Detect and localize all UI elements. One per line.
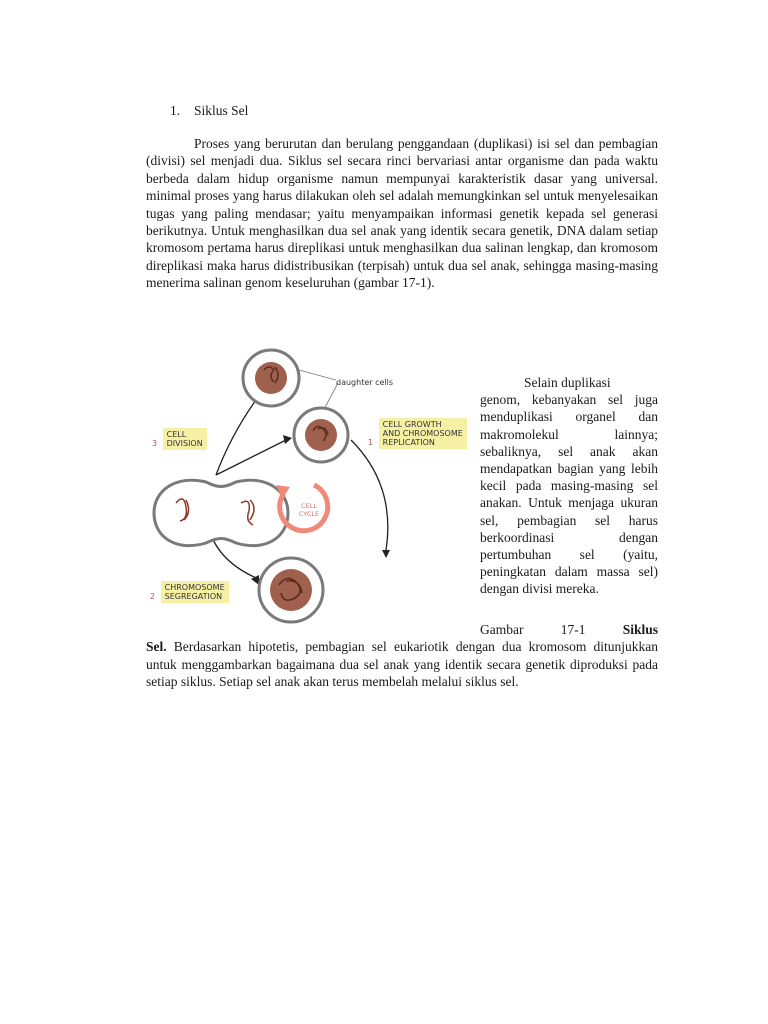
step-3-label: 3 CELL DIVISION <box>152 428 207 450</box>
side-rest: genom, kebanyakan sel juga menduplikasi organel dan makromolekul lainnya; sebaliknya, sel anak akan mendapatkan bagian yang lebih kecil pada masing-masing sel anakan. Untuk menjaga ukuran sel, pembagian sel harus berkoordinasi dengan pertumbuhan sel (yaitu, peningkatan dalam massa sel) dengan divisi mereka. <box>480 392 658 597</box>
cell-cycle-figure <box>146 345 476 630</box>
dividing-cell <box>154 480 288 545</box>
section-heading <box>170 103 248 119</box>
caption-bold-title-end: Sel. <box>146 639 167 655</box>
leader-line-1 <box>299 370 336 380</box>
arrowhead-4 <box>283 435 292 444</box>
caption-bold-title: Siklus <box>622 622 658 637</box>
caption-text: Berdasarkan hipotetis, pembagian sel eukariotik dengan dua kromosom ditunjukkan untuk menggambarkan bagaimana dua sel anak yang identik secara genetik diproduksi pada setiap siklus. Setiap sel anak akan terus membelah melalui siklus sel. <box>146 639 658 690</box>
section-number: 1. <box>170 103 181 118</box>
cell-cycle-label: CELL CYCLE <box>298 502 320 518</box>
side-paragraph <box>480 374 658 598</box>
arrow-growth-to-segregation <box>351 440 388 550</box>
segregation-cell <box>259 558 323 622</box>
step-2-label: 2 CHROMOSOME SEGREGATION <box>150 581 229 603</box>
daughter-cell-top <box>243 350 299 406</box>
side-first-line: Selain duplikasi <box>524 375 611 390</box>
arrowhead-1 <box>382 550 390 558</box>
growth-cell <box>294 408 348 462</box>
arrow-division-to-daughter <box>216 400 256 475</box>
daughter-cells-label: daughter cells <box>336 378 394 387</box>
arrow-division-to-daughter-2 <box>216 440 286 475</box>
section-title: Siklus Sel <box>194 103 249 118</box>
intro-paragraph: Proses yang berurutan dan berulang penggandaan (duplikasi) isi sel dan pembagian (divisi) sel menjadi dua. Siklus sel secara rinci bervariasi antar organisme dan pada waktu berbeda dalam hidup organisme namun mempunyai karakteristik dasar yang universal. minimal proses yang harus dilakukan oleh sel adalah memungkinkan sel untuk menyelesaikan tugas yang paling mendasar; yaitu menyampaikan informasi genetik kepada sel generasi berikutnya. Untuk menghasilkan dua sel anak yang identik secara genetik, DNA dalam setiap kromosom pertama harus direplikasi untuk menghasilkan dua salinan lengkap, dan kromosom direplikasi maka harus didistribusikan (terpisah) untuk dua sel anak, sehingga masing-masing menerima salinan genom keseluruhan (gambar 17-1). <box>146 136 658 291</box>
step-1-label: 1 CELL GROWTH AND CHROMOSOME REPLICATION <box>368 418 467 449</box>
caption-lead: Gambar 17-1 Siklus <box>480 622 658 637</box>
figure-caption <box>146 621 658 691</box>
